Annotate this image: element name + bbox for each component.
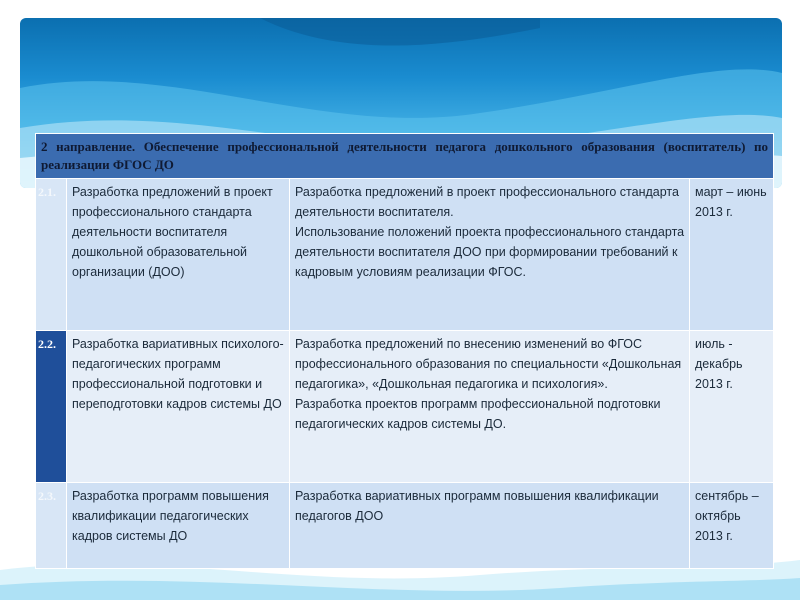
activity-line: Использование положений проекта профессионального стандарта деятельности воспитателя ДОО при формировании требований к кадровым условиям реализации ФГОС. [295, 225, 685, 279]
table-header-row [36, 134, 774, 179]
period-cell: июль - декабрь 2013 г. [690, 331, 774, 483]
table-row [36, 331, 774, 483]
row-number: 2.2. [36, 331, 67, 483]
plan-table [35, 133, 774, 569]
activity-cell [290, 331, 690, 483]
table-row [36, 179, 774, 331]
row-number: 2.1. [36, 179, 67, 331]
activity-line: Разработка предложений в проект профессионального стандарта деятельности воспитателя. [295, 185, 679, 219]
row-number: 2.3. [36, 483, 67, 569]
activity-line: Разработка проектов программ профессиональной подготовки педагогических кадров системы ДО. [295, 397, 661, 431]
task-cell: Разработка вариативных психолого-педагогических программ профессиональной подготовки и переподготовки кадров системы ДО [67, 331, 290, 483]
direction-title: 2 направление. Обеспечение профессиональной деятельности педагога дошкольного образования (воспитатель) по реализации ФГОС ДО [36, 134, 774, 179]
activity-cell [290, 179, 690, 331]
activity-cell [290, 483, 690, 569]
task-cell: Разработка предложений в проект профессионального стандарта деятельности воспитателя дошкольной образовательной организации (ДОО) [67, 179, 290, 331]
activity-line: Разработка предложений по внесению изменений во ФГОС профессионального образования по специальности «Дошкольная педагогика», «Дошкольная педагогика и психология». [295, 337, 682, 391]
period-cell: сентябрь – октябрь 2013 г. [690, 483, 774, 569]
activity-line: Разработка вариативных программ повышения квалификации педагогов ДОО [295, 489, 659, 523]
period-cell: март – июнь 2013 г. [690, 179, 774, 331]
table-row [36, 483, 774, 569]
task-cell: Разработка программ повышения квалификации педагогических кадров системы ДО [67, 483, 290, 569]
